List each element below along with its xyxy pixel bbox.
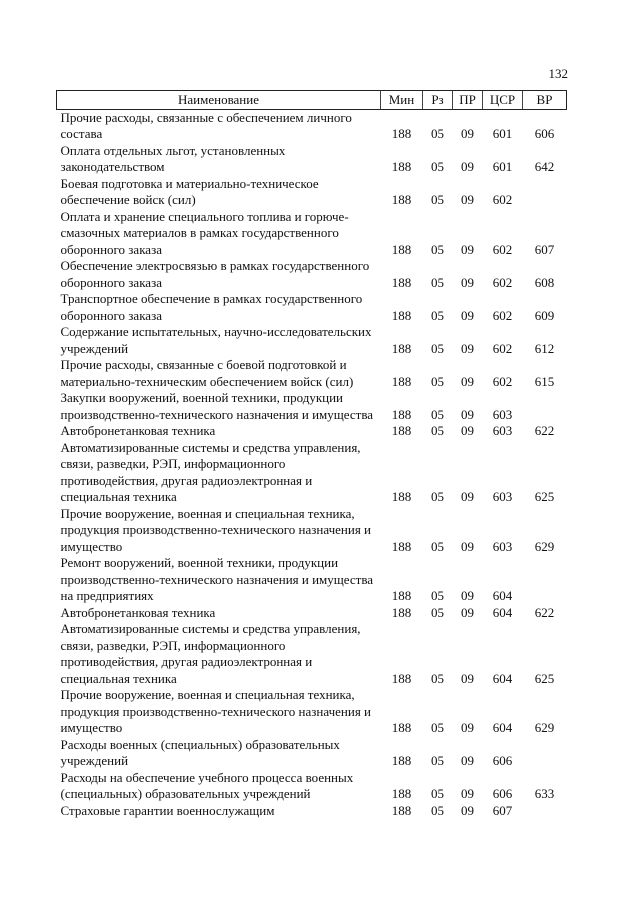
cell-name: Транспортное обеспечение в рамках государственного оборонного заказа (60, 291, 363, 323)
cell-name: Оплата отдельных льгот, установленных законодательством (60, 142, 286, 174)
cell-name: Прочие вооружение, военная и специальная техника, продукция производственно-технического назначения и имущество (60, 687, 372, 735)
cell-min: 188 (391, 802, 412, 818)
cell-rz: 05 (431, 604, 444, 620)
cell-min: 188 (391, 489, 412, 504)
cell-rz: 05 (431, 588, 444, 603)
cell-min: 188 (391, 192, 412, 207)
header-name: Наименование (57, 91, 381, 110)
cell-vr (523, 803, 567, 820)
header-rz: Рз (423, 91, 453, 110)
cell-min: 188 (391, 538, 412, 554)
cell-min: 188 (391, 423, 412, 438)
table-row (57, 803, 567, 820)
cell-name: Ремонт вооружений, военной техники, продукции производственно-технического назначения и имущества на предприятиях (60, 555, 374, 603)
cell-pr: 09 (461, 241, 474, 257)
cell-csr: 604 (492, 604, 513, 620)
cell-pr: 09 (461, 538, 474, 554)
cell-vr: 629 (534, 720, 555, 735)
cell-csr: 607 (492, 802, 513, 818)
cell-name: Прочие вооружение, военная и специальная техника, продукция производственно-технического назначения и имущество (60, 505, 372, 554)
cell-pr: 09 (461, 373, 474, 389)
cell-vr: 615 (534, 373, 555, 389)
cell-rz: 05 (431, 241, 444, 257)
cell-pr: 09 (461, 406, 474, 422)
table-row (57, 209, 567, 259)
table-row (57, 291, 567, 324)
cell-min: 188 (391, 753, 412, 768)
cell-csr: 602 (492, 373, 513, 389)
cell-rz: 05 (431, 274, 444, 290)
cell-rz: 05 (431, 720, 444, 735)
cell-csr: 602 (492, 241, 513, 257)
cell-min: 188 (391, 126, 412, 141)
table-row (57, 440, 567, 506)
cell-rz: 05 (431, 538, 444, 554)
cell-vr: 625 (534, 489, 555, 504)
cell-vr: 609 (534, 307, 555, 323)
cell-name: Расходы военных (специальных) образовательных учреждений (60, 736, 340, 768)
cell-pr: 09 (461, 307, 474, 323)
cell-csr: 602 (492, 274, 513, 290)
header-pr: ПР (453, 91, 483, 110)
table-row (57, 506, 567, 556)
table-row (57, 176, 567, 209)
cell-vr: 608 (534, 274, 555, 290)
cell-name: Содержание испытательных, научно-исследовательских учреждений (60, 324, 372, 356)
cell-min: 188 (391, 720, 412, 735)
cell-csr: 604 (492, 670, 513, 686)
cell-vr: 622 (534, 604, 555, 620)
header-vr: ВР (523, 91, 567, 110)
cell-pr: 09 (461, 753, 474, 768)
cell-pr: 09 (461, 802, 474, 818)
cell-min: 188 (391, 373, 412, 389)
cell-vr: 622 (534, 423, 555, 438)
cell-rz: 05 (431, 126, 444, 141)
cell-csr: 603 (492, 423, 513, 438)
cell-min: 188 (391, 786, 412, 801)
cell-rz: 05 (431, 192, 444, 207)
table-header-row (57, 91, 567, 110)
cell-rz: 05 (431, 340, 444, 356)
cell-rz: 05 (431, 753, 444, 768)
cell-name: Прочие расходы, связанные с боевой подготовкой и материально-техническим обеспечением войск (сил) (60, 357, 354, 389)
cell-csr: 601 (492, 126, 513, 141)
cell-pr: 09 (461, 786, 474, 801)
cell-min: 188 (391, 604, 412, 620)
table-row (57, 109, 567, 143)
cell-min: 188 (391, 340, 412, 356)
cell-csr: 606 (492, 753, 513, 768)
cell-vr (523, 176, 567, 209)
cell-rz: 05 (431, 423, 444, 438)
cell-rz: 05 (431, 406, 444, 422)
table-row (57, 687, 567, 737)
cell-name: Автоматизированные системы и средства управления, связи, разведки, РЭП, информационного противодействия, другая радиоэлектронная и специальная техника (60, 439, 361, 504)
cell-rz: 05 (431, 670, 444, 686)
table-row (57, 737, 567, 770)
cell-rz: 05 (431, 307, 444, 323)
cell-name: Автобронетанковая техника (60, 423, 216, 438)
table-row (57, 143, 567, 176)
cell-vr (523, 390, 567, 423)
cell-csr: 602 (492, 192, 513, 207)
cell-rz: 05 (431, 802, 444, 818)
page-number: 132 (548, 66, 568, 81)
cell-rz: 05 (431, 159, 444, 174)
cell-min: 188 (391, 670, 412, 686)
cell-pr: 09 (461, 489, 474, 504)
cell-csr: 606 (492, 786, 513, 801)
cell-name: Автобронетанковая техника (60, 604, 216, 620)
cell-pr: 09 (461, 423, 474, 438)
cell-pr: 09 (461, 670, 474, 686)
cell-csr: 604 (492, 588, 513, 603)
cell-csr: 603 (492, 489, 513, 504)
cell-name: Расходы на обеспечение учебного процесса военных (специальных) образовательных учреждений (60, 769, 354, 801)
cell-min: 188 (391, 406, 412, 422)
cell-csr: 603 (492, 538, 513, 554)
table-body (57, 109, 567, 819)
cell-vr: 625 (534, 670, 555, 686)
cell-rz: 05 (431, 489, 444, 504)
cell-csr: 604 (492, 720, 513, 735)
cell-vr: 606 (534, 126, 555, 141)
cell-csr: 603 (492, 406, 513, 422)
cell-csr: 602 (492, 307, 513, 323)
cell-pr: 09 (461, 274, 474, 290)
cell-name: Обеспечение электросвязью в рамках государственного оборонного заказа (60, 258, 370, 290)
cell-pr: 09 (461, 340, 474, 356)
cell-rz: 05 (431, 373, 444, 389)
table-row (57, 357, 567, 390)
cell-name: Боевая подготовка и материально-техническое обеспечение войск (сил) (60, 175, 319, 207)
header-min: Мин (381, 91, 423, 110)
header-csr: ЦСР (483, 91, 523, 110)
table-row (57, 258, 567, 291)
cell-min: 188 (391, 307, 412, 323)
cell-name: Автоматизированные системы и средства управления, связи, разведки, РЭП, информационного противодействия, другая радиоэлектронная и специальная техника (60, 621, 361, 686)
cell-pr: 09 (461, 126, 474, 141)
budget-table (56, 90, 567, 819)
cell-name: Страховые гарантии военнослужащим (60, 802, 275, 818)
cell-csr: 602 (492, 340, 513, 356)
cell-rz: 05 (431, 786, 444, 801)
table-row (57, 390, 567, 423)
cell-name: Прочие расходы, связанные с обеспечением личного состава (60, 109, 352, 141)
cell-min: 188 (391, 588, 412, 603)
cell-pr: 09 (461, 604, 474, 620)
cell-name: Закупки вооружений, военной техники, продукции производственно-технического назначения и имущества (60, 390, 374, 422)
cell-vr: 642 (534, 159, 555, 174)
cell-vr: 633 (534, 786, 555, 801)
table-row (57, 770, 567, 803)
cell-vr (523, 737, 567, 770)
table-row (57, 423, 567, 440)
cell-pr: 09 (461, 192, 474, 207)
table-row (57, 555, 567, 605)
cell-pr: 09 (461, 159, 474, 174)
table-row (57, 605, 567, 622)
table-row (57, 324, 567, 357)
cell-pr: 09 (461, 588, 474, 603)
table-row (57, 621, 567, 687)
cell-vr: 629 (534, 538, 555, 554)
cell-min: 188 (391, 159, 412, 174)
cell-pr: 09 (461, 720, 474, 735)
cell-min: 188 (391, 274, 412, 290)
cell-vr: 607 (534, 241, 555, 257)
cell-vr (523, 555, 567, 605)
cell-min: 188 (391, 241, 412, 257)
cell-csr: 601 (492, 159, 513, 174)
cell-name: Оплата и хранение специального топлива и горюче-смазочных материалов в рамках государственного оборонного заказа (60, 208, 349, 257)
cell-vr: 612 (534, 340, 555, 356)
